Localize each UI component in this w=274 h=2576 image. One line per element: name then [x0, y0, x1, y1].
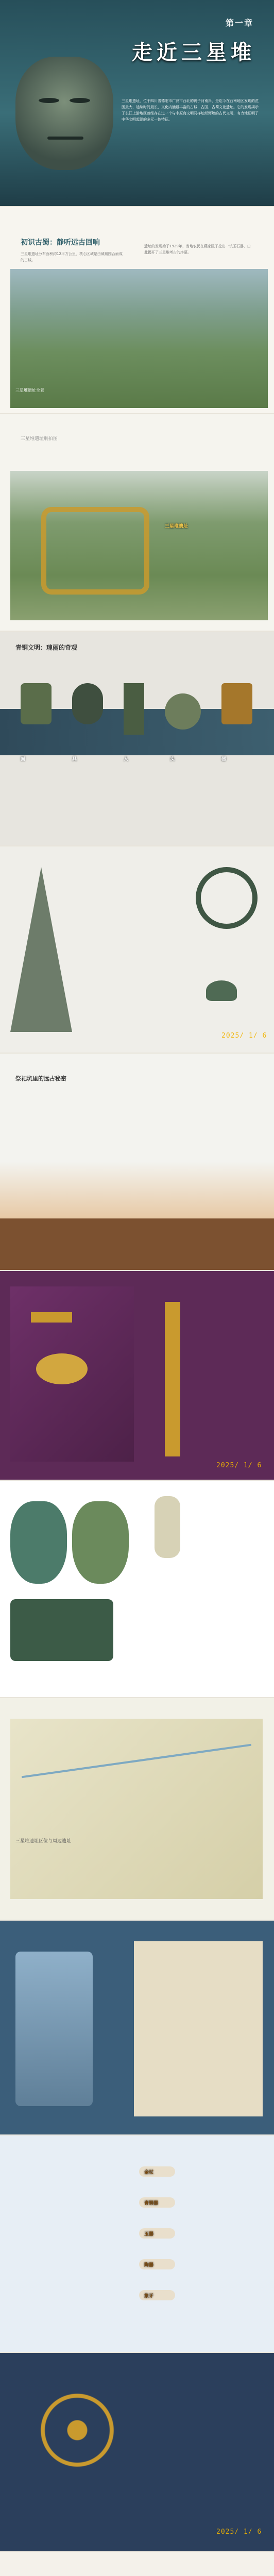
- bronze-head-1: [10, 1501, 67, 1584]
- gold-figure-image: [41, 507, 149, 595]
- page3-header: 三星堆遗址航拍图: [21, 436, 58, 442]
- chapter-title: 走近三星堆: [132, 41, 255, 64]
- page-masks: [0, 1481, 274, 1698]
- page-aerial-gold: [0, 414, 274, 632]
- relic-label-3: 玉器: [144, 2232, 154, 2237]
- page-pottery: [0, 1921, 274, 2136]
- sun-disc: [21, 2374, 134, 2487]
- photo-caption: 三星堆遗址全景: [15, 388, 44, 393]
- map-caption: 三星堆遗址区位与周边遗址: [15, 1839, 72, 1844]
- intro-text-right: 遗址的发现始于1929年，当地农民在燕家院子挖出一坑玉石器，由此揭开了三星堆考古的序幕。: [144, 244, 251, 255]
- mask-eye-right: [70, 98, 90, 103]
- gold-artifact-2: [36, 1353, 88, 1384]
- bronze-wheel-image: [196, 867, 258, 929]
- page-sacrificial: [0, 1054, 274, 1271]
- artifact-label-1: 面: [21, 757, 26, 762]
- page-bronze: [0, 632, 274, 846]
- date-stamp-7: 2025/ 1/ 6: [216, 1462, 262, 1469]
- page-sun-disc: [0, 2353, 274, 2552]
- page-relics: [0, 2136, 274, 2353]
- section-title-pits: 祭祀坑里的远古秘密: [15, 1075, 66, 1082]
- silhouette-ground: [0, 1218, 274, 1270]
- aerial-photo: [10, 269, 268, 408]
- bronze-mask-image: [15, 57, 113, 170]
- relic-label-1: 金杖: [144, 2170, 154, 2175]
- artifact-1: [21, 683, 52, 724]
- bronze-bird-image: [206, 980, 237, 1001]
- artifact-4: [165, 693, 201, 730]
- section-title: 初识古蜀：静听远古回响: [21, 239, 100, 247]
- bronze-mask-wide: [10, 1599, 113, 1661]
- date-stamp: 2025/ 1/ 6: [221, 1032, 267, 1040]
- page-intro: [0, 207, 274, 414]
- jade-blade: [155, 1496, 180, 1558]
- artifact-2: [72, 683, 103, 724]
- date-stamp-13: 2025/ 1/ 6: [216, 2528, 262, 2536]
- relic-label-5: 象牙: [144, 2294, 154, 2299]
- artifact-3: [124, 683, 144, 735]
- intro-text-left: 三星堆遗址分布面积约12平方公里，核心区域是由城墙围合而成的古城。: [21, 252, 123, 262]
- artifact-label-2: 具: [72, 757, 77, 762]
- chapter-body-text-block: 三星堆遗址，位于四川省德阳市广汉市西北的鸭子河南岸，是迄今在西南地区发现的范围最大、延续时间最长、文化内涵最丰富的古城、古国、古蜀文化遗址。它的发现揭示了长江上游地区曾经存在过一个与中原商文明同样灿烂辉煌的古代文明，有力地证明了中华文明起源的多元一体特征。: [122, 99, 259, 122]
- section-title-bronze: 青铜文明：瑰丽的奇观: [15, 644, 78, 651]
- site-label: 三星堆遗址: [165, 524, 189, 529]
- chapter-label: 第一章: [226, 18, 254, 28]
- artifact-label-5: 器: [221, 757, 227, 762]
- map-area: [10, 1719, 263, 1899]
- artifact-5: [221, 683, 252, 724]
- page-bronze-wheel: [0, 846, 274, 1054]
- artifact-label-3: 人: [124, 757, 129, 762]
- bronze-tree-image: [10, 867, 72, 1032]
- relic-label-4: 陶器: [144, 2263, 154, 2268]
- gold-artifact-3: [165, 1302, 180, 1456]
- mask-eye-left: [39, 98, 59, 103]
- page-map: [0, 1698, 274, 1921]
- relic-label-2: 青铜器: [144, 2201, 159, 2206]
- bronze-head-2: [72, 1501, 129, 1584]
- mask-mouth: [47, 137, 83, 140]
- page-chapter-cover: [0, 0, 274, 207]
- pottery-image: [15, 1952, 93, 2106]
- shell-panel: [134, 1941, 263, 2116]
- sunset-sky: [0, 1162, 274, 1218]
- artifact-label-4: 头: [170, 757, 175, 762]
- gold-artifact-1: [31, 1312, 72, 1323]
- page-gold: [0, 1271, 274, 1481]
